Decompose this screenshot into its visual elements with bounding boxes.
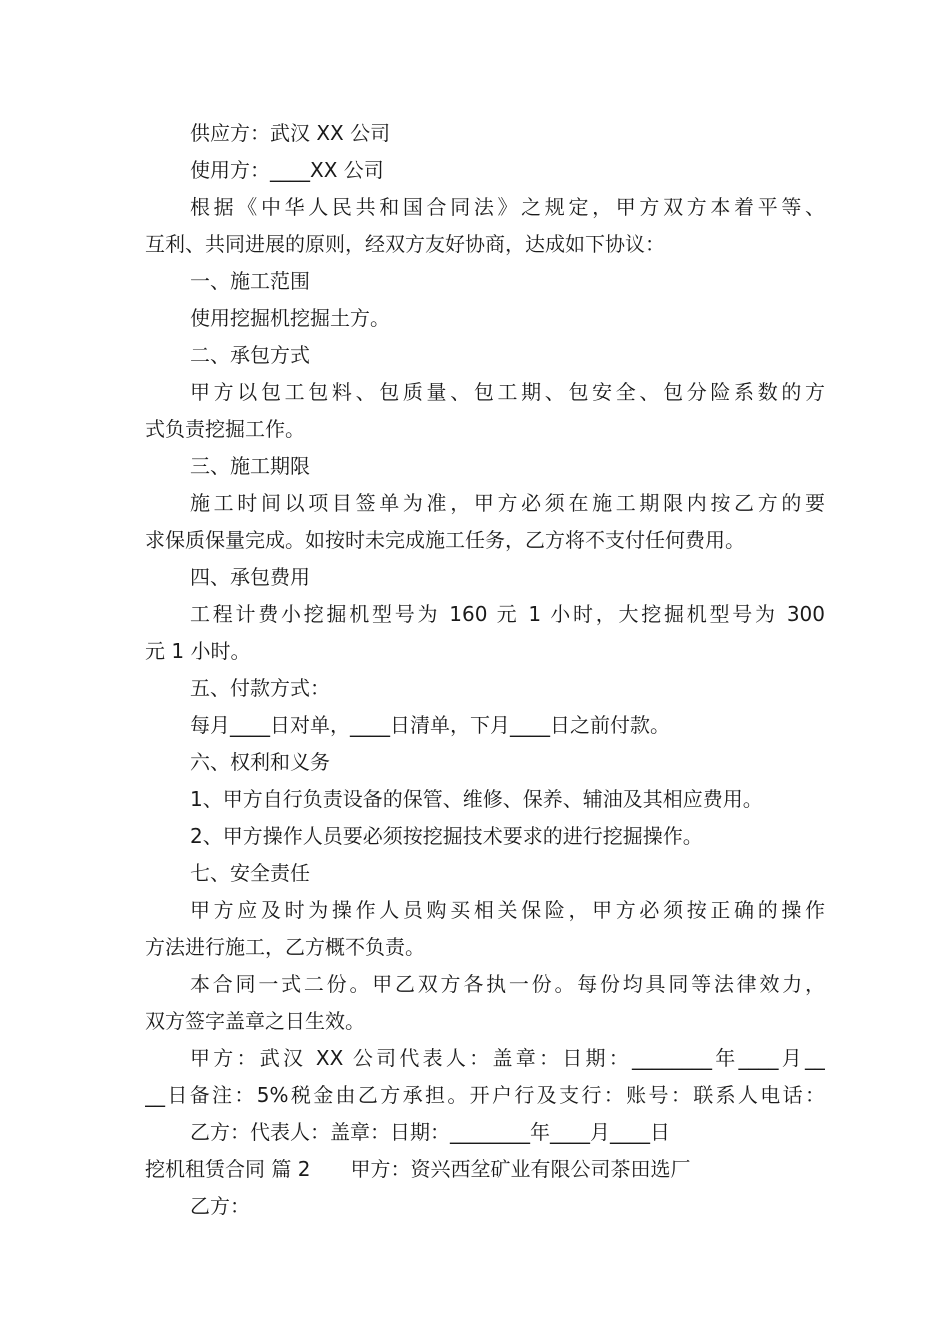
period-line-2: 求保质保量完成。如按时未完成施工任务，乙方将不支付任何费用。 <box>145 528 745 552</box>
supplier-line: 供应方：武汉 XX 公司 <box>190 121 391 145</box>
section-heading-scope: 一、施工范围 <box>190 269 310 293</box>
party-a-signature-line-2: __日备注：5%税金由乙方承担。开户行及支行：账号：联系人电话： <box>145 1083 825 1107</box>
scope-text: 使用挖掘机挖掘土方。 <box>190 306 390 330</box>
section-heading-fees: 四、承包费用 <box>190 565 310 589</box>
contract-method-line-2: 式负责挖掘工作。 <box>145 417 305 441</box>
section-heading-contract-method: 二、承包方式 <box>190 343 310 367</box>
copies-line-1: 本合同一式二份。甲乙双方各执一份。每份均具同等法律效力， <box>190 972 825 996</box>
contract-2-party-b: 乙方： <box>190 1194 250 1218</box>
section-heading-period: 三、施工期限 <box>190 454 310 478</box>
rights-item-2: 2、甲方操作人员要必须按挖掘技术要求的进行挖掘操作。 <box>190 824 703 848</box>
safety-line-2: 方法进行施工，乙方概不负责。 <box>145 935 425 959</box>
party-b-signature-line: 乙方：代表人：盖章：日期：________年____月____日 <box>190 1120 670 1144</box>
preamble-line-2: 互利、共同进展的原则，经双方友好协商，达成如下协议： <box>145 232 665 256</box>
copies-line-2: 双方签字盖章之日生效。 <box>145 1009 365 1033</box>
document-body <box>145 115 825 1225</box>
fees-line-2: 元 1 小时。 <box>145 639 251 663</box>
contract-method-line-1: 甲方以包工包料、包质量、包工期、包安全、包分险系数的方 <box>190 380 825 404</box>
section-heading-rights: 六、权利和义务 <box>190 750 330 774</box>
preamble-line-1: 根据《中华人民共和国合同法》之规定，甲方双方本着平等、 <box>190 195 825 219</box>
section-heading-payment: 五、付款方式： <box>190 676 330 700</box>
rights-item-1: 1、甲方自行负责设备的保管、维修、保养、辅油及其相应费用。 <box>190 787 763 811</box>
party-a-signature-line-1: 甲方：武汉 XX 公司代表人：盖章：日期：________年____月__ <box>190 1046 825 1070</box>
contract-2-heading: 挖机租赁合同 篇 2 甲方：资兴西坌矿业有限公司茶田选厂 <box>145 1157 691 1181</box>
fees-line-1: 工程计费小挖掘机型号为 160 元 1 小时，大挖掘机型号为 300 <box>190 602 825 626</box>
period-line-1: 施工时间以项目签单为准，甲方必须在施工期限内按乙方的要 <box>190 491 825 515</box>
payment-text: 每月____日对单，____日清单，下月____日之前付款。 <box>190 713 670 737</box>
safety-line-1: 甲方应及时为操作人员购买相关保险，甲方必须按正确的操作 <box>190 898 825 922</box>
user-line: 使用方：____XX 公司 <box>190 158 384 182</box>
section-heading-safety: 七、安全责任 <box>190 861 310 885</box>
